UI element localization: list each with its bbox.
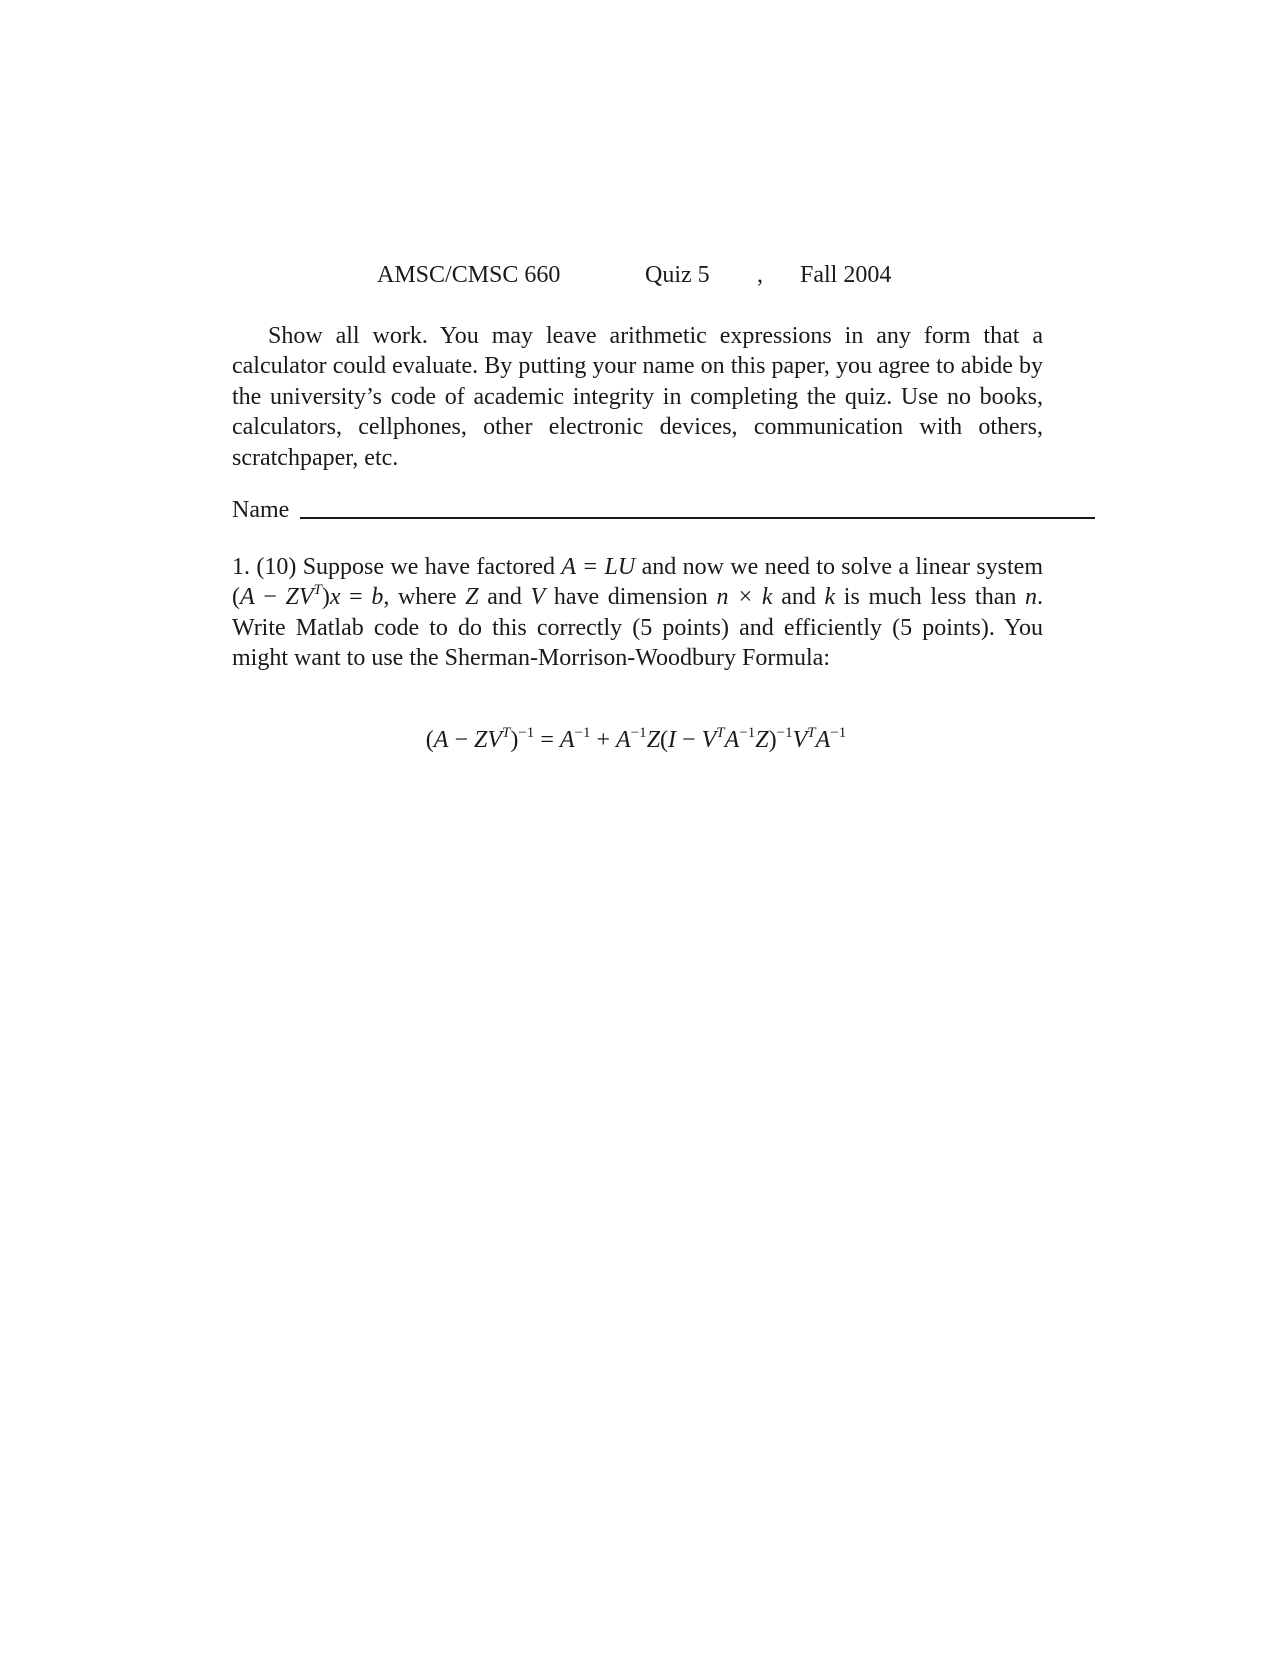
term: Fall 2004: [800, 262, 892, 288]
linear-system-equation: $(A - ZV^T)x = b$: [232, 582, 384, 611]
problem-text: and: [487, 584, 522, 611]
problem-text: Suppose we have factored: [302, 554, 556, 580]
name-field[interactable]: [232, 497, 872, 529]
dimension: n × k: [716, 584, 773, 611]
problem-points: (10): [256, 554, 297, 580]
problem-text: have dimension: [553, 584, 708, 611]
quiz-header: [0, 262, 1280, 292]
quiz-number: Quiz 5: [645, 262, 710, 288]
name-label: Name: [232, 497, 290, 523]
problem-1: [232, 552, 1043, 674]
var-z: Z: [465, 584, 479, 611]
problem-text: and: [781, 584, 816, 611]
problem-text: . Write Matlab code to do this correctly (5 points) and efficiently (5 points). You might want to use the Sherman-Morrison-Woodbury Formula:: [232, 584, 1043, 672]
var-k: k: [824, 584, 836, 611]
header-separator: ,: [757, 262, 763, 288]
equation-lu: A = LU: [561, 554, 636, 580]
problem-text: and now we need to solve a linear system: [641, 554, 1044, 580]
sherman-morrison-woodbury-formula: $(A - ZV^T)^{-1} = A^{-1} + A^{-1}Z(I - V^TA^{-1}Z)^{-1}V^TA^{-1}$: [425, 725, 847, 753]
name-blank-line[interactable]: [300, 517, 1095, 519]
problem-number: 1.: [232, 554, 250, 580]
instructions-paragraph: Show all work. You may leave arithmetic expressions in any form that a calculator could evaluate. By putting your name on this paper, you agree to abide by the university’s code of academic integrity in completing the quiz. Use no books, calculators, cellphones, other electronic devices, communication with others, scratchpaper, etc.: [232, 323, 1043, 471]
course-code: AMSC/CMSC 660: [377, 262, 561, 288]
problem-text: , where: [383, 584, 457, 611]
var-n: n: [1025, 584, 1037, 611]
var-v: V: [530, 584, 546, 611]
problem-text: is much less than: [843, 584, 1017, 611]
